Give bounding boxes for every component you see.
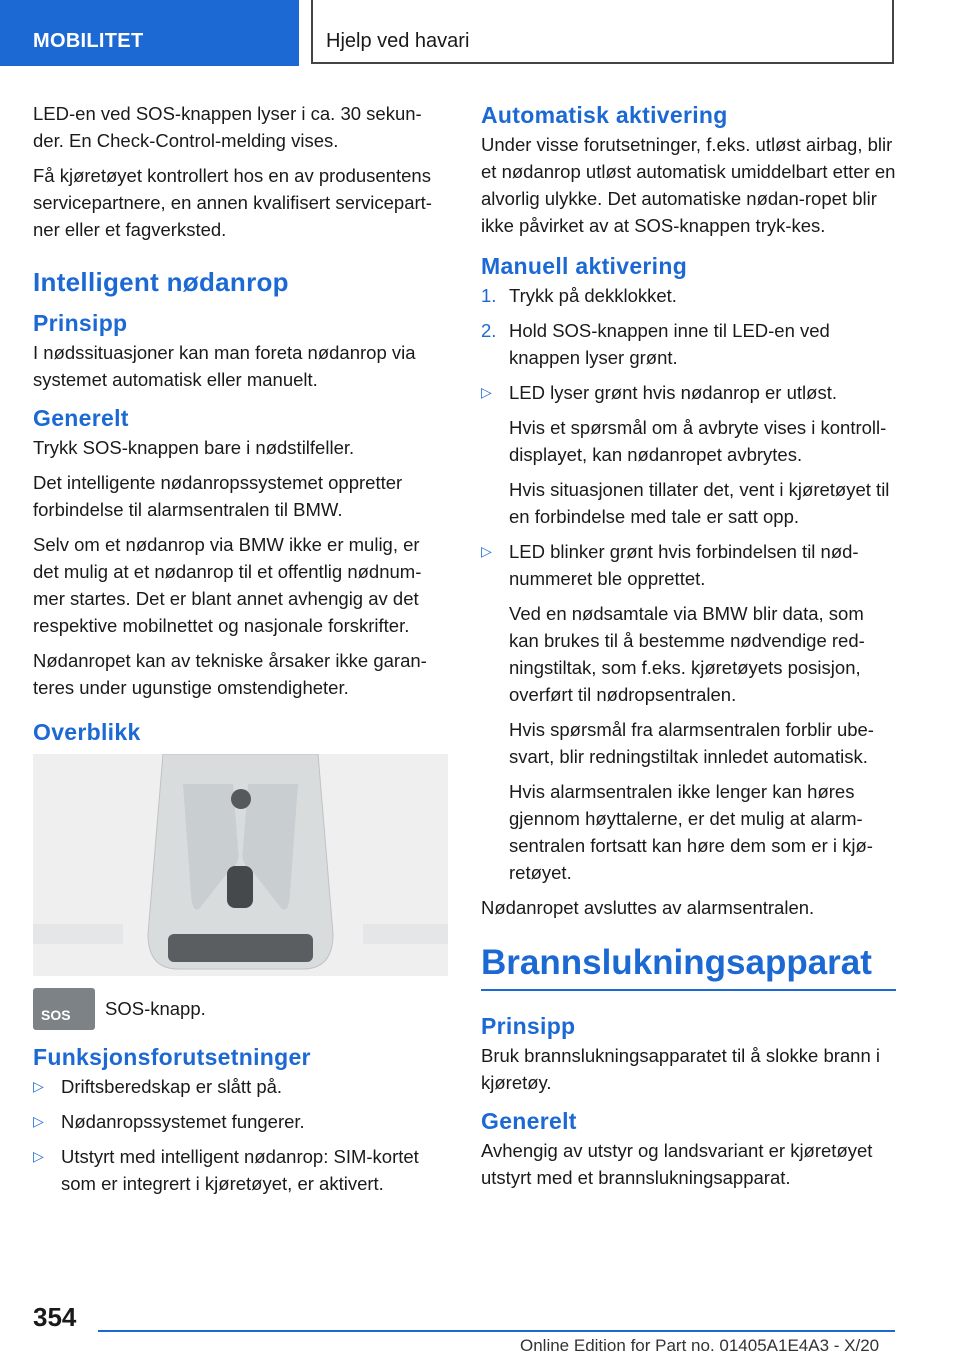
paragraph: Nødanropet kan av tekniske årsaker ikke garan-teres under ugunstige omstendigheter. xyxy=(33,650,427,698)
heading-auto: Automatisk aktivering xyxy=(481,102,728,128)
chapter-title: Hjelp ved havari xyxy=(326,30,470,52)
heading-funksjon: Funksjonsforutsetninger xyxy=(33,1044,311,1070)
paragraph: Hvis spørsmål fra alarmsentralen forblir ube-svart, blir redningstiltak innledet automatisk. xyxy=(509,719,874,767)
sos-button-icon: SOS xyxy=(33,988,95,1030)
footer-edition: Online Edition for Part no. 01405A1E4A3 - X/20 xyxy=(520,1336,880,1355)
chapter-tab xyxy=(311,0,894,64)
step-item: 2. Hold SOS-knappen inne til LED-en ved knappen lyser grønt. xyxy=(481,317,896,371)
left-column xyxy=(33,100,448,1205)
sos-label: SOS-knapp. xyxy=(105,998,206,1019)
page-number: 354 xyxy=(33,1302,77,1332)
heading-prinsipp: Prinsipp xyxy=(481,1013,576,1039)
paragraph: Ved en nødsamtale via BMW blir data, som kan brukes til å bestemme nødvendige red-ningstiltak, som f.eks. kjøretøyets posisjon, overført til nødropsentralen. xyxy=(509,603,865,705)
paragraph: Avhengig av utstyr og landsvariant er kjøretøyet utstyrt med et brannslukningsapparat. xyxy=(481,1140,873,1188)
footer-divider xyxy=(98,1330,895,1332)
heading-manuell: Manuell aktivering xyxy=(481,253,688,279)
heading-generelt: Generelt xyxy=(481,1108,577,1134)
list-item: ▷ Driftsberedskap er slått på. xyxy=(33,1073,448,1100)
sos-legend xyxy=(33,988,448,1030)
right-column xyxy=(481,100,896,1199)
paragraph: Hvis situasjonen tillater det, vent i kjøretøyet til en forbindelse med tale er satt opp. xyxy=(509,479,890,527)
paragraph: LED-en ved SOS-knappen lyser i ca. 30 sekun-der. En Check-Control-melding vises. xyxy=(33,103,422,151)
paragraph: Hvis alarmsentralen ikke lenger kan høres gjennom høyttalerne, er det mulig at alarm-sentralen fortsatt kan høre dem som er i kjø-retøyet. xyxy=(509,781,873,883)
heading-brann: Brannslukningsapparat xyxy=(481,943,896,991)
paragraph: Hvis et spørsmål om å avbryte vises i kontroll-displayet, kan nødanropet avbrytes. xyxy=(509,417,887,465)
triangle-bullet-icon: ▷ xyxy=(481,543,492,559)
paragraph: Trykk SOS-knappen bare i nødstilfeller. xyxy=(33,437,355,458)
paragraph: Under visse forutsetninger, f.eks. utløst airbag, blir et nødanrop utløst automatisk umiddelbart etter en alvorlig ulykke. Det automatiske nødan-ropet blir ikke påvirket av at SOS-knappen tryk-kes. xyxy=(481,134,896,236)
triangle-bullet-icon: ▷ xyxy=(481,384,492,400)
step-number: 1. xyxy=(481,285,497,306)
heading-overblikk: Overblikk xyxy=(33,719,141,745)
heading-prinsipp: Prinsipp xyxy=(33,310,128,336)
triangle-bullet-icon: ▷ xyxy=(33,1078,44,1094)
paragraph: Bruk brannslukningsapparatet til å slokke brann i kjøretøy. xyxy=(481,1045,881,1093)
paragraph: Få kjøretøyet kontrollert hos en av produsentens servicepartnere, en annen kvalifisert servicepart-ner eller et fagverksted. xyxy=(33,165,432,240)
heading-intelligent: Intelligent nødanrop xyxy=(33,267,289,297)
paragraph: Det intelligente nødanropssystemet oppretter forbindelse til alarmsentralen til BMW. xyxy=(33,472,403,520)
section-title: MOBILITET xyxy=(33,30,144,52)
paragraph: Selv om et nødanrop via BMW ikke er mulig, er det mulig at et nødanrop til et offentlig nødnum-mer startes. Det er blant annet avhengig av det respektive mobilnettet og nasjonale forskrifter. xyxy=(33,534,422,636)
paragraph: I nødssituasjoner kan man foreta nødanrop via systemet automatisk eller manuelt. xyxy=(33,342,416,390)
heading-generelt: Generelt xyxy=(33,405,129,431)
triangle-bullet-icon: ▷ xyxy=(33,1148,44,1164)
step-number: 2. xyxy=(481,320,497,341)
paragraph: Nødanropet avsluttes av alarmsentralen. xyxy=(481,897,815,918)
triangle-bullet-icon: ▷ xyxy=(33,1113,44,1129)
step-item: 1. Trykk på dekklokket. xyxy=(481,282,896,309)
list-item: ▷ LED blinker grønt hvis forbindelsen til nød-nummeret ble opprettet. xyxy=(481,538,896,592)
list-item: ▷ LED lyser grønt hvis nødanrop er utløst. xyxy=(481,379,896,406)
list-item: ▷ Nødanropssystemet fungerer. xyxy=(33,1108,448,1135)
section-tab xyxy=(0,0,299,66)
list-item: ▷ Utstyrt med intelligent nødanrop: SIM-kortet som er integrert i kjøretøyet, er aktivert. xyxy=(33,1143,448,1197)
overhead-console-photo xyxy=(33,754,448,976)
